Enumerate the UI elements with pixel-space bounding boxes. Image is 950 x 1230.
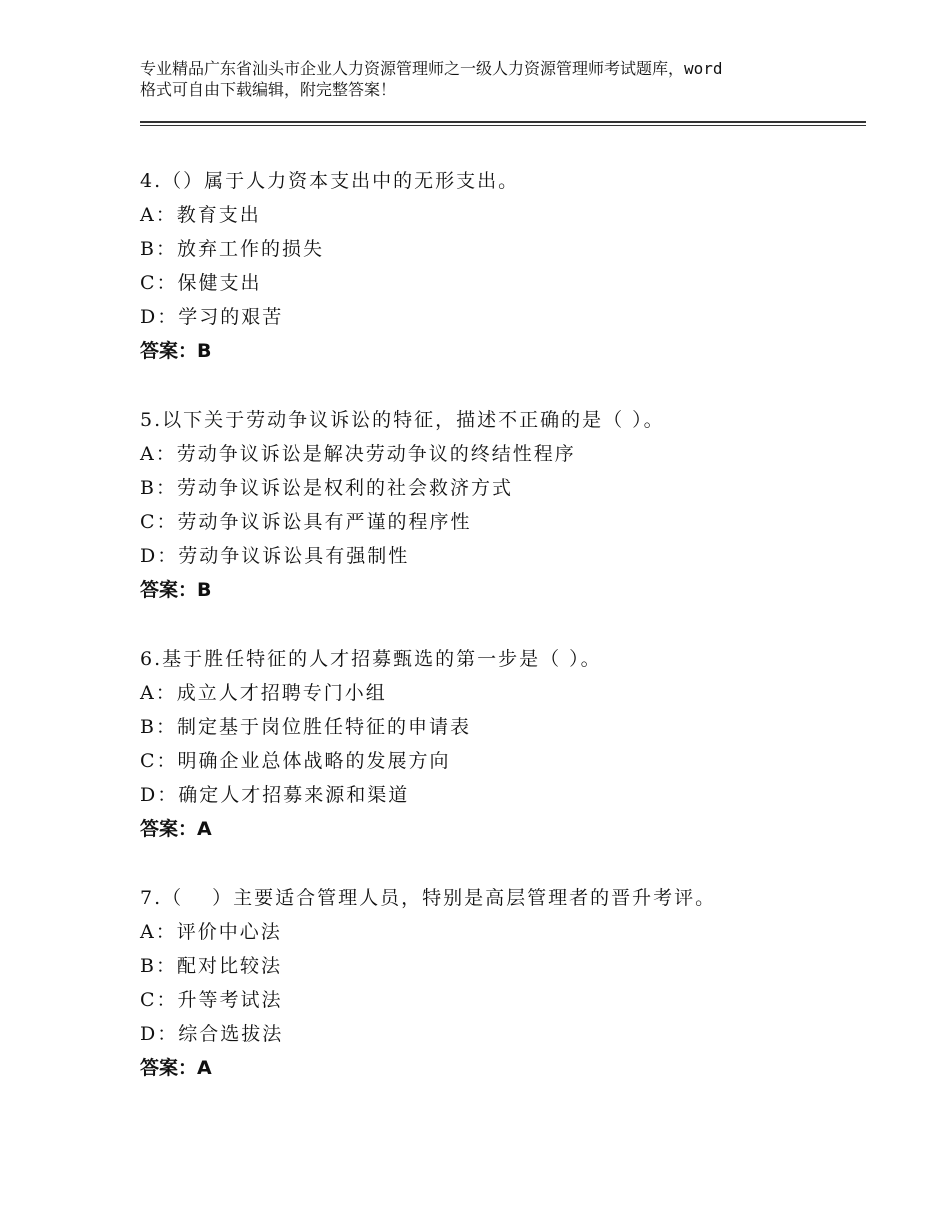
option-b: B：制定基于岗位胜任特征的申请表 xyxy=(140,716,471,738)
document-header xyxy=(140,58,840,100)
option-a: A：教育支出 xyxy=(140,204,261,226)
answer-label: 答案：B xyxy=(140,340,212,362)
option-b: B：配对比较法 xyxy=(140,955,282,977)
option-b: B：放弃工作的损失 xyxy=(140,238,324,260)
question-stem: 7.（ ）主要适合管理人员，特别是高层管理者的晋升考评。 xyxy=(140,887,717,909)
question-6 xyxy=(140,642,860,846)
option-d: D：综合选拔法 xyxy=(140,1023,284,1045)
option-a: A：评价中心法 xyxy=(140,921,282,943)
option-d: D：学习的艰苦 xyxy=(140,306,284,328)
question-7 xyxy=(140,881,860,1085)
option-b: B：劳动争议诉讼是权利的社会救济方式 xyxy=(140,477,513,499)
option-a: A：劳动争议诉讼是解决劳动争议的终结性程序 xyxy=(140,443,576,465)
question-stem: 5.以下关于劳动争议诉讼的特征，描述不正确的是（ ）。 xyxy=(140,409,665,431)
header-divider-thin xyxy=(140,125,866,126)
question-list xyxy=(140,164,860,1120)
question-stem: 4.（）属于人力资本支出中的无形支出。 xyxy=(140,170,520,192)
option-c: C：保健支出 xyxy=(140,272,262,294)
question-stem: 6.基于胜任特征的人才招募甄选的第一步是（ ）。 xyxy=(140,648,602,670)
option-d: D：确定人才招募来源和渠道 xyxy=(140,784,410,806)
question-4 xyxy=(140,164,860,368)
answer-label: 答案：A xyxy=(140,1057,212,1079)
header-line-2: 格式可自由下载编辑，附完整答案！ xyxy=(140,80,397,99)
answer-label: 答案：B xyxy=(140,579,212,601)
question-5 xyxy=(140,403,860,607)
answer-label: 答案：A xyxy=(140,818,212,840)
option-c: C：升等考试法 xyxy=(140,989,283,1011)
option-d: D：劳动争议诉讼具有强制性 xyxy=(140,545,410,567)
header-divider-thick xyxy=(140,121,866,123)
header-line-1: 专业精品广东省汕头市企业人力资源管理师之一级人力资源管理师考试题库，word xyxy=(140,59,723,78)
option-c: C：明确企业总体战略的发展方向 xyxy=(140,750,451,772)
option-a: A：成立人才招聘专门小组 xyxy=(140,682,387,704)
option-c: C：劳动争议诉讼具有严谨的程序性 xyxy=(140,511,472,533)
